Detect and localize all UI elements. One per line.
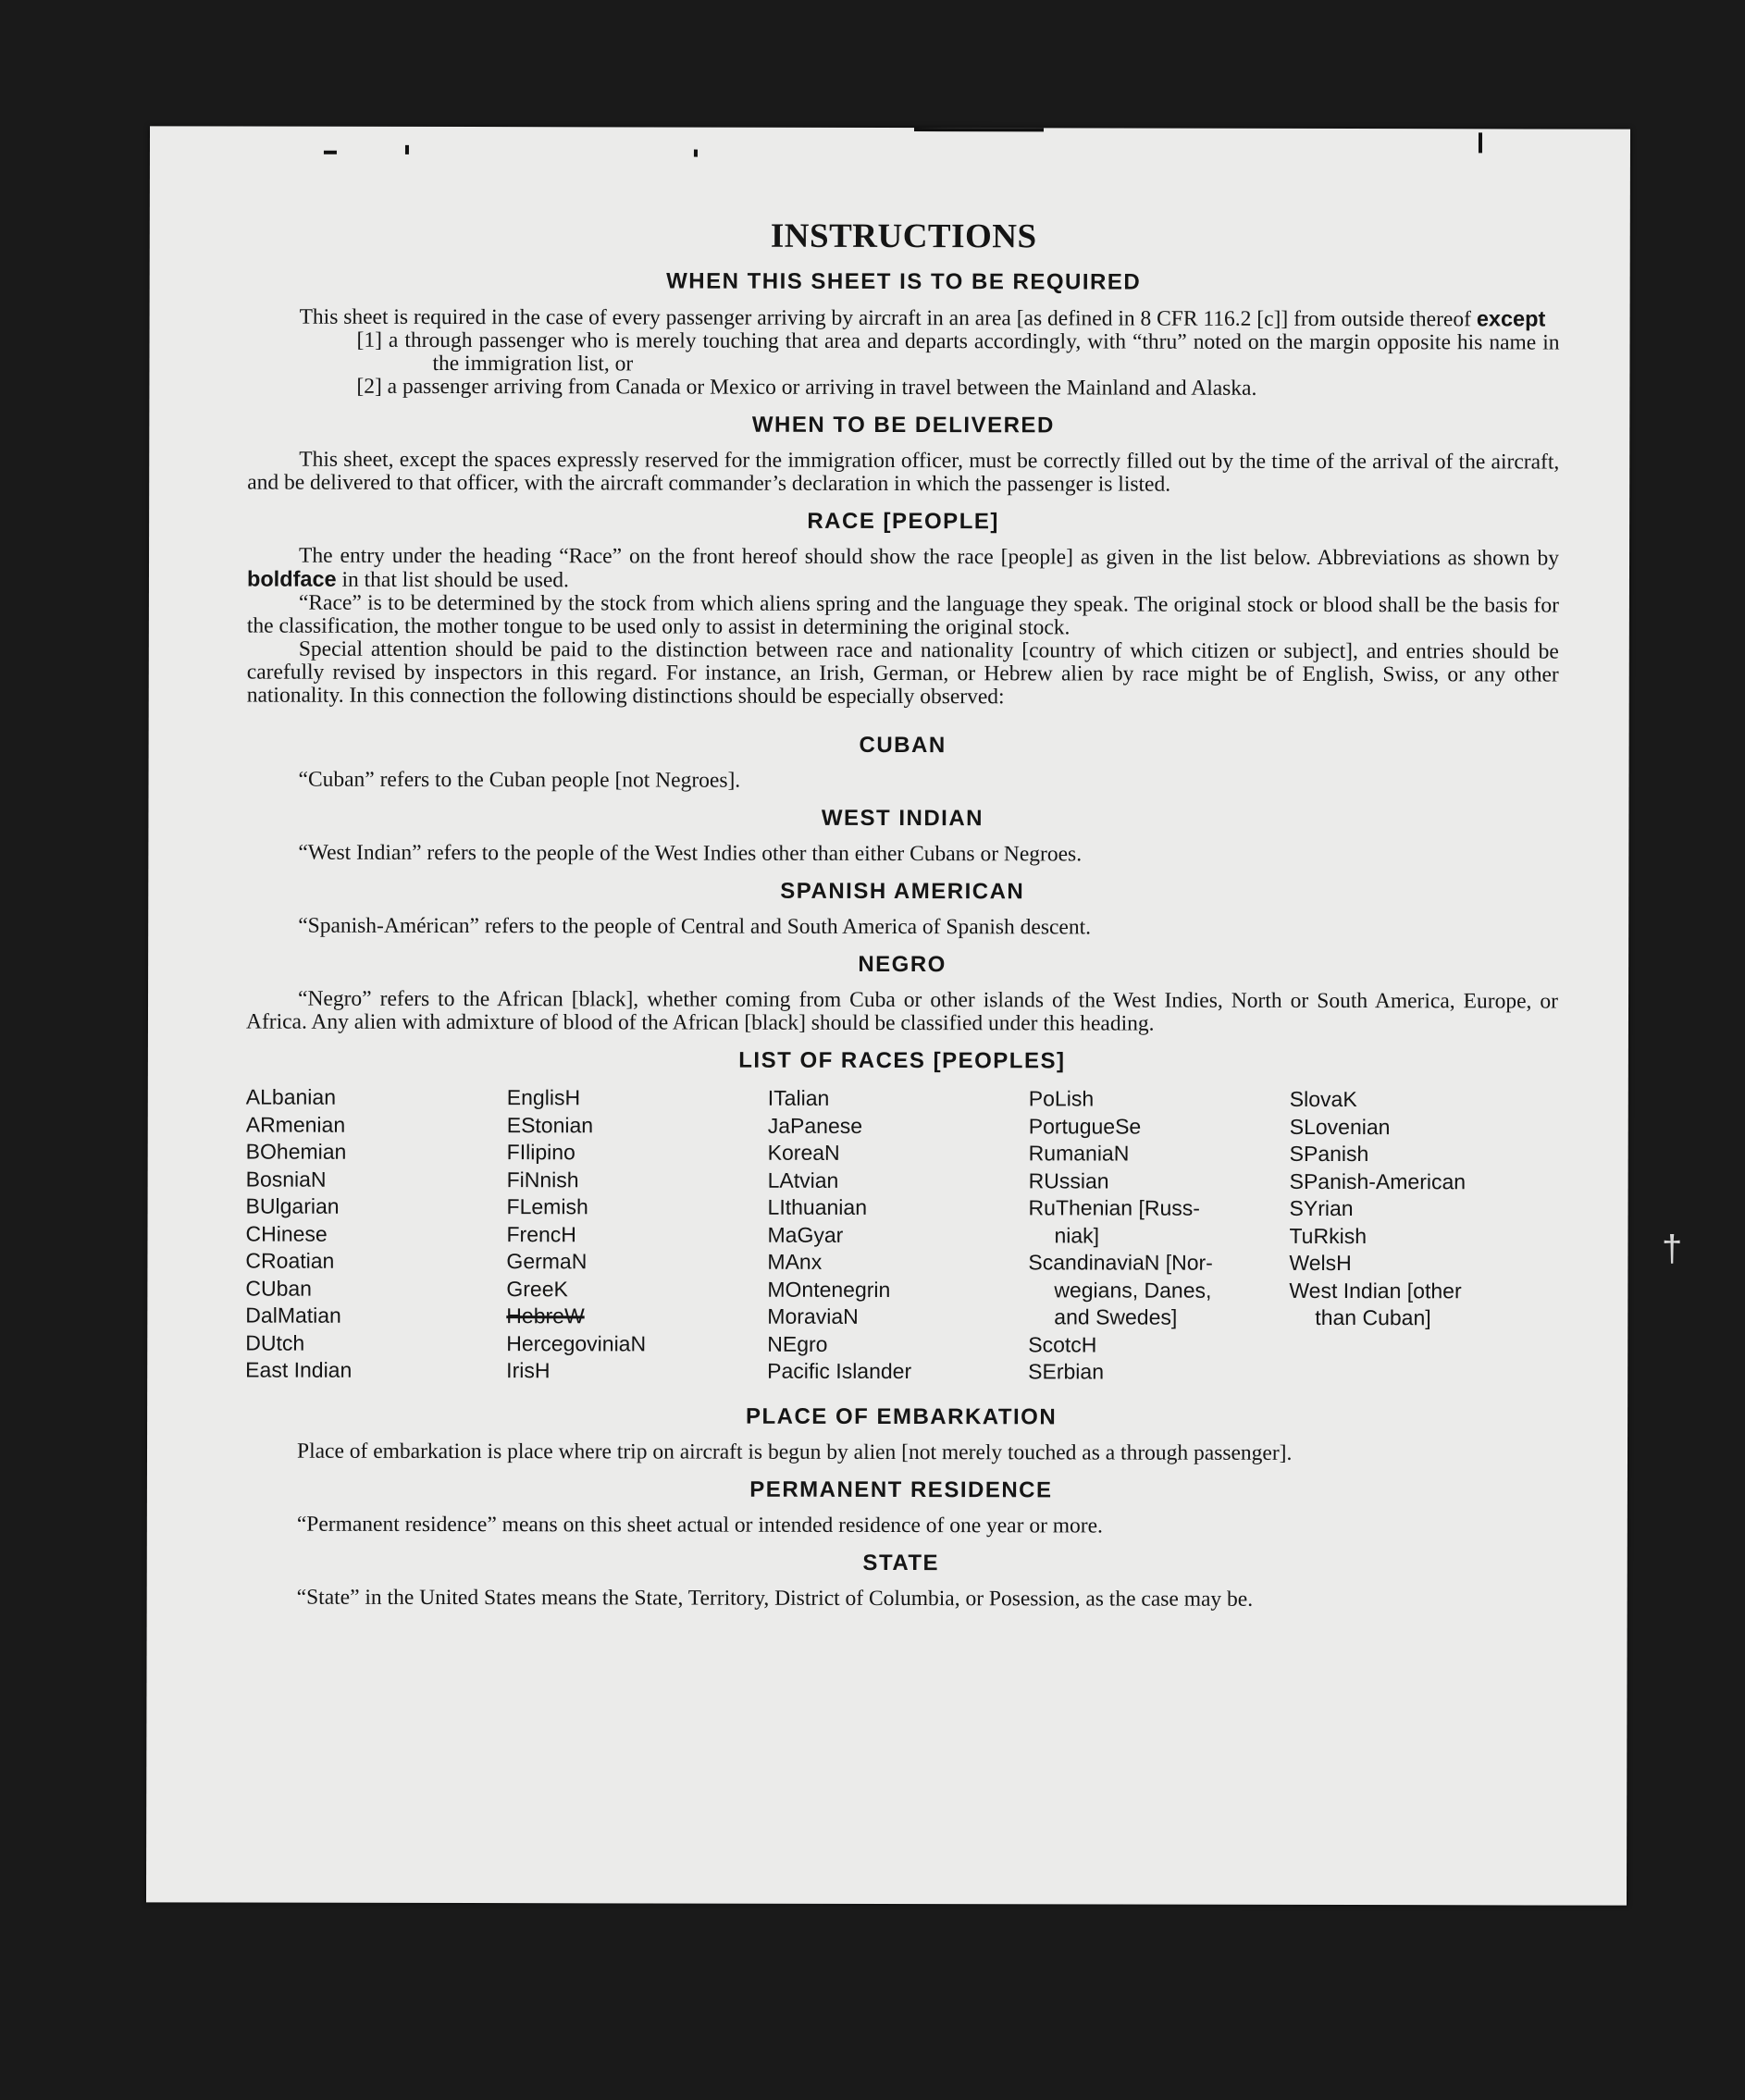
race-entry: Pacific Islander	[767, 1358, 912, 1384]
race-column-5	[1289, 1086, 1551, 1387]
heading-state: STATE	[862, 1550, 940, 1575]
race-entry: ITalian	[767, 1085, 830, 1110]
race-entry: SErbian	[1028, 1359, 1105, 1384]
except-emphasis: except	[1476, 306, 1546, 331]
race-entry: BOhemian	[245, 1139, 347, 1164]
cuban-text: “Cuban” refers to the Cuban people [not Negroes].	[298, 767, 741, 793]
negro-text: “Negro” refers to the African [black], whether coming from Cuba or other islands of the West Indies, North or South America, Europe, or Africa. Any alien with admixture of blood of the African [black] should be classified under this heading.	[245, 986, 1559, 1036]
race-entry-struck: HebreW	[506, 1303, 585, 1328]
race-entry: SYrian	[1289, 1195, 1354, 1221]
race-entry: ARmenian	[245, 1112, 346, 1137]
instructions-content	[245, 216, 1560, 1624]
race-entry: MaGyar	[767, 1222, 844, 1247]
race-entry-continued: and Swedes]	[1054, 1304, 1178, 1329]
race-entry: CHinese	[245, 1221, 328, 1246]
document-page	[146, 126, 1630, 1905]
race-entry-continued: niak]	[1054, 1222, 1100, 1247]
race-list	[245, 1084, 1558, 1387]
scan-mark	[694, 150, 698, 157]
heading-list-of-races: LIST OF RACES [PEOPLES]	[738, 1047, 1066, 1074]
race-paragraph-1	[247, 545, 1559, 595]
heading-race: RACE [PEOPLE]	[807, 508, 999, 535]
heading-negro: NEGRO	[858, 951, 947, 978]
race-column-4	[1028, 1085, 1290, 1386]
heading-cuban: CUBAN	[859, 732, 947, 759]
race-entry: RumaniaN	[1028, 1141, 1130, 1166]
race-entry: East Indian	[245, 1357, 353, 1382]
race-entry: HercegoviniaN	[506, 1330, 647, 1355]
race-entry: RuThenian [Russ-	[1028, 1195, 1200, 1220]
exception-list	[247, 329, 1559, 401]
race-entry: IrisH	[506, 1358, 551, 1383]
embarkation-text: Place of embarkation is place where trip on aircraft is begun by alien [not merely touched as a through passenger].	[296, 1439, 1293, 1465]
heading-west-indian: WEST INDIAN	[821, 805, 984, 832]
race-entry: TuRkish	[1289, 1223, 1368, 1248]
scan-mark	[914, 128, 1044, 131]
race-entry: PoLish	[1028, 1086, 1095, 1111]
spanish-american-text: “Spanish-Américan” refers to the people of Central and South America of Spanish descent.	[298, 913, 1092, 940]
west-indian-text: “West Indian” refers to the people of the West Indies other than either Cubans or Negroes.	[298, 840, 1083, 867]
race-entry: FiNnish	[506, 1167, 579, 1192]
exception-item: [2] a passenger arriving from Canada or Mexico or arriving in travel between the Mainland and Alaska.	[356, 374, 1257, 401]
heading-when-required: WHEN THIS SHEET IS TO BE REQUIRED	[666, 268, 1142, 295]
race-entry-continued: than Cuban]	[1315, 1304, 1431, 1330]
race-paragraph-2: “Race” is to be determined by the stock from which aliens spring and the language they speak. The original stock or blood shall be the basis for the classification, the mother tongue to be used only to assist in determining the original stock.	[246, 590, 1559, 640]
when-delivered-text: This sheet, except the spaces expressly reserved for the immigration officer, must be correctly filled out by the time of the arrival of the aircraft, and be delivered to that officer, with the aircraft commander’s declaration in which the passenger is listed.	[247, 447, 1560, 497]
heading-permanent-residence: PERMANENT RESIDENCE	[749, 1476, 1053, 1502]
boldface-emphasis: boldface	[246, 566, 337, 591]
scan-mark	[405, 145, 409, 154]
heading-embarkation: PLACE OF EMBARKATION	[745, 1403, 1058, 1429]
race-entry: CRoatian	[245, 1248, 335, 1273]
race-entry: CUban	[245, 1276, 313, 1301]
race-entry: DUtch	[245, 1330, 305, 1355]
race-entry: LAtvian	[767, 1167, 839, 1192]
race-entry: ScotcH	[1028, 1331, 1097, 1356]
race-entry: KoreaN	[767, 1140, 840, 1165]
heading-spanish-american: SPANISH AMERICAN	[780, 878, 1025, 905]
race-column-2	[506, 1084, 768, 1385]
race-entry: MOntenegrin	[767, 1277, 891, 1302]
race-p1-after: in that list should be used.	[341, 567, 569, 593]
race-entry: West Indian [other	[1289, 1278, 1462, 1303]
race-entry: DalMatian	[245, 1303, 341, 1328]
race-entry: LIthuanian	[767, 1194, 868, 1219]
race-entry: BUlgarian	[245, 1193, 340, 1218]
race-entry-continued: wegians, Danes,	[1054, 1277, 1212, 1303]
race-entry: SLovenian	[1289, 1114, 1391, 1139]
scan-mark	[1479, 132, 1482, 153]
race-entry: MoraviaN	[767, 1303, 859, 1328]
race-entry: ScandinaviaN [Nor-	[1028, 1250, 1213, 1275]
race-entry: FLemish	[506, 1194, 588, 1219]
race-entry: GreeK	[506, 1276, 568, 1301]
exception-item: [1] a through passenger who is merely touching that area and departs accordingly, with “thru” noted on the margin opposite his name in the immigration list, or	[356, 327, 1560, 377]
race-entry: NEgro	[767, 1331, 828, 1356]
race-entry: RUssian	[1028, 1167, 1109, 1192]
race-entry: SPanish-American	[1289, 1168, 1467, 1193]
when-required-intro-text: This sheet is required in the case of every passenger arriving by aircraft in an area [as defined in 8 CFR 116.2 [c]] from outside thereof	[299, 304, 1471, 332]
scan-margin-mark: †	[1662, 1229, 1683, 1269]
race-entry: JaPanese	[767, 1113, 863, 1138]
race-entry: WelsH	[1289, 1250, 1352, 1276]
permanent-residence-text: “Permanent residence” means on this sheet actual or intended residence of one year or more.	[296, 1512, 1103, 1538]
race-column-3	[767, 1085, 1029, 1386]
race-p1-before: The entry under the heading “Race” on the front hereof should show the race [people] as given in the list below. Abbreviations as shown by	[299, 543, 1560, 571]
race-entry: MAnx	[767, 1249, 823, 1274]
race-entry: FIlipino	[506, 1140, 575, 1165]
race-entry: BosniaN	[245, 1167, 327, 1192]
race-entry: FrencH	[506, 1221, 576, 1246]
race-entry: ALbanian	[245, 1084, 337, 1109]
heading-when-delivered: WHEN TO BE DELIVERED	[751, 412, 1055, 439]
race-entry: EnglisH	[506, 1085, 581, 1110]
race-entry: GermaN	[506, 1249, 588, 1274]
race-entry: EStonian	[506, 1112, 594, 1137]
race-entry: SlovaK	[1289, 1086, 1357, 1112]
race-entry: PortugueSe	[1028, 1113, 1142, 1139]
race-column-1	[245, 1084, 507, 1385]
race-entry: SPanish	[1289, 1141, 1369, 1167]
scan-mark	[324, 151, 337, 154]
race-paragraph-3: Special attention should be paid to the distinction between race and nationality [country of which citizen or subject], and entries should be carefully revised by inspectors in this regard. For instance, an Irish, German, or Hebrew alien by race might be of English, Swiss, or any other nationality. In this connection the following distinctions should be especially observed:	[246, 636, 1559, 710]
state-text: “State” in the United States means the State, Territory, District of Columbia, or Posession, as the case may be.	[296, 1585, 1254, 1612]
page-title: INSTRUCTIONS	[770, 216, 1037, 256]
